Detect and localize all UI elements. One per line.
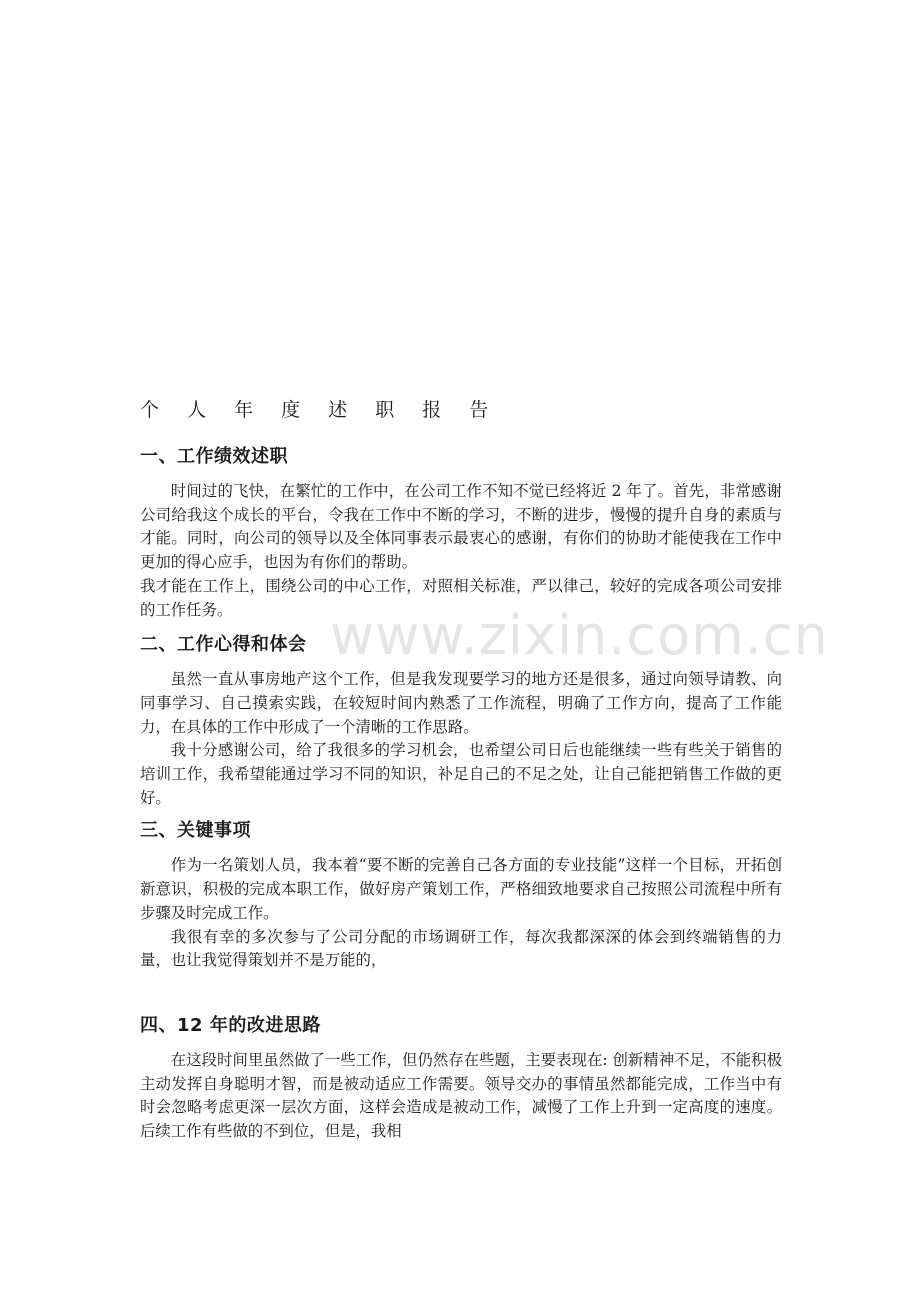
section-heading: 二、工作心得和体会 [140, 634, 307, 656]
section-key-matters [140, 816, 782, 973]
section-experience [140, 630, 782, 810]
document-title: 个 人 年 度 述 职 报 告 [140, 399, 500, 421]
paragraph: 在这段时间里虽然做了一些工作，但仍然存在些题，主要表现在: 创新精神不足，不能积极主动发挥自身聪明才智，而是被动适应工作需要。领导交办的事情虽然都能完成，工作当中有时会忽略考虑更深一层次方面，这样会造成是被动工作，减慢了工作上升到一定高度的速度。后续工作有些做的不到位，但是，我相 [140, 1050, 782, 1141]
paragraph: 我才能在工作上，围绕公司的中心工作，对照相关标准，严以律己，较好的完成各项公司安排的工作任务。 [140, 576, 782, 619]
section-heading: 三、关键事项 [140, 820, 251, 842]
section-improvement-plan [140, 1011, 782, 1144]
section-work-performance [140, 442, 782, 622]
paragraph: 我十分感谢公司，给了我很多的学习机会，也希望公司日后也能继续一些有些关于销售的培训工作，我希望能通过学习不同的知识，补足自己的不足之处，让自己能把销售工作做的更好。 [140, 741, 782, 807]
watermark: www.zixin.com.cn [330, 604, 829, 667]
paragraph: 我很有幸的多次参与了公司分配的市场调研工作，每次我都深深的体会到终端销售的力量，也让我觉得策划并不是万能的， [140, 927, 782, 970]
section-heading: 四、12 年的改进思路 [140, 1014, 321, 1036]
paragraph: 虽然一直从事房地产这个工作，但是我发现要学习的地方还是很多，通过向领导请教、向同事学习、自己摸索实践，在较短时间内熟悉了工作流程，明确了工作方向，提高了工作能力，在具体的工作中形成了一个清晰的工作思路。 [140, 670, 782, 736]
paragraph: 作为一名策划人员，我本着“要不断的完善自己各方面的专业技能”这样一个目标，开拓创新意识，积极的完成本职工作，做好房产策划工作，严格细致地要求自己按照公司流程中所有步骤及时完成工作。 [140, 856, 782, 922]
paragraph: 时间过的飞快，在繁忙的工作中，在公司工作不知不觉已经将近 2 年了。首先，非常感谢公司给我这个成长的平台，令我在工作中不断的学习，不断的进步，慢慢的提升自身的素质与才能。同时，向公司的领导以及全体同事表示最衷心的感谢，有你们的协助才能使我在工作中更加的得心应手，也因为有你们的帮助。 [140, 482, 782, 572]
section-heading: 一、工作绩效述职 [140, 446, 288, 467]
document-body [140, 394, 782, 1144]
